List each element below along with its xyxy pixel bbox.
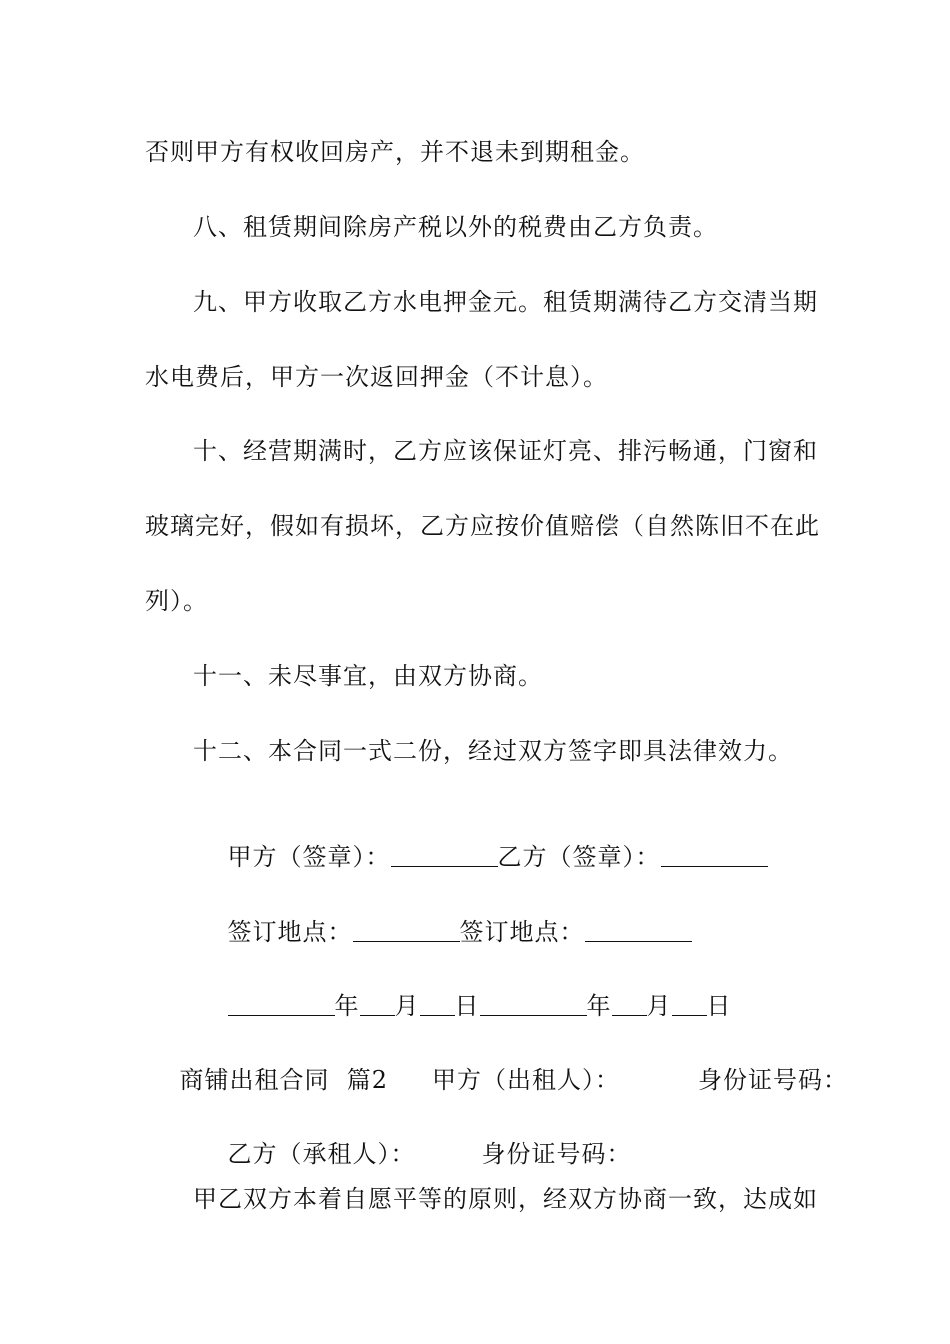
lessor-label: 甲方（出租人）： [432,1066,621,1094]
lessor-id-label: 身份证号码： [698,1066,849,1094]
party-a-signature-label: 甲方（签章）： [227,843,391,871]
clause-9: 九、甲方收取乙方水电押金元。租赁期满待乙方交清当期 [193,288,818,316]
clause-8: 八、租赁期间除房产税以外的税费由乙方负责。 [193,213,718,241]
lessee-id-label: 身份证号码： [481,1140,632,1168]
signing-place-blank-a [353,917,460,942]
section2-title: 商铺出租合同 篇2 [179,1066,389,1094]
day-label-a: 日 [454,992,480,1020]
clause-10: 十、经营期满时，乙方应该保证灯亮、排污畅通，门窗和 [193,437,818,465]
day-label-b: 日 [706,992,732,1020]
paragraph-line: 否则甲方有权收回房产，并不退未到期租金。 [145,138,645,166]
month-label-b: 月 [646,992,672,1020]
clause-12: 十二、本合同一式二份，经过双方签字即具法律效力。 [193,737,793,765]
month-blank-a [360,991,395,1016]
day-blank-b [672,991,707,1016]
year-blank-a [228,991,335,1016]
signing-place-label-b: 签订地点： [459,918,585,946]
day-blank-a [420,991,455,1016]
paragraph-line: 玻璃完好，假如有损坏，乙方应按价值赔偿（自然陈旧不在此 [145,512,820,540]
party-b-signature-blank [661,842,768,867]
year-label-b: 年 [586,992,612,1020]
signing-place-label-a: 签订地点： [227,918,353,946]
lessee-label: 乙方（承租人）： [227,1140,416,1168]
clause-11: 十一、未尽事宜，由双方协商。 [193,662,543,690]
year-label-a: 年 [334,992,360,1020]
signing-place-blank-b [585,917,692,942]
month-blank-b [612,991,647,1016]
section2-intro: 甲乙双方本着自愿平等的原则，经双方协商一致，达成如 [193,1185,818,1213]
paragraph-line: 水电费后，甲方一次返回押金（不计息）。 [145,363,608,391]
year-blank-b [480,991,587,1016]
party-b-signature-label: 乙方（签章）： [497,843,661,871]
month-label-a: 月 [394,992,420,1020]
party-a-signature-blank [391,842,498,867]
paragraph-line: 列）。 [145,587,208,615]
